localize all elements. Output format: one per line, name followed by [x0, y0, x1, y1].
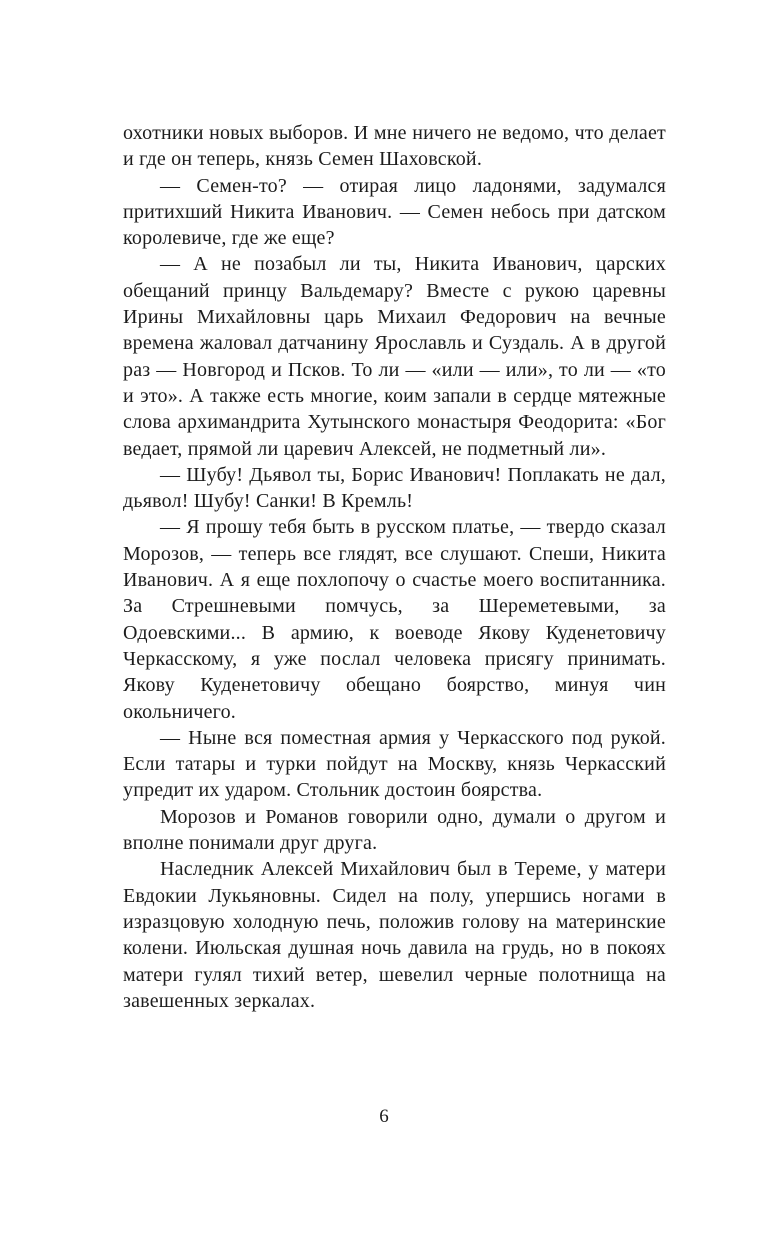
- paragraph: — Шубу! Дьявол ты, Борис Иванович! Поплакать не дал, дьявол! Шубу! Санки! В Кремль!: [123, 463, 666, 513]
- paragraph: — А не позабыл ли ты, Никита Иванович, царских обещаний принцу Вальдемару? Вместе с рукою царевны Ирины Михайловны царь Михаил Федорович на вечные времена жаловал датчанину Ярославль и Суздаль. А в другой раз — Новгород и Псков. То ли — «или — или», то ли — «то и это». А также есть многие, коим запали в сердце мятежные слова архимандрита Хутынского монастыря Феодорита: «Бог ведает, прямой ли царевич Алексей, не подметный ли».: [123, 253, 666, 460]
- paragraph: охотники новых выборов. И мне ничего не ведомо, что делает и где он теперь, князь Семен Шаховской.: [123, 122, 666, 171]
- paragraph: Морозов и Романов говорили одно, думали о другом и вполне понимали друг друга.: [123, 805, 666, 855]
- paragraph: — Семен-то? — отирая лицо ладонями, задумался притихший Никита Иванович. — Семен небось при датском королевиче, где же еще?: [123, 174, 666, 250]
- paragraph: Наследник Алексей Михайлович был в Тереме, у матери Евдокии Лукьяновны. Сидел на полу, упершись ногами в изразцовую холодную печь, положив голову на материнские колени. Июльская душная ночь давила на грудь, но в покоях матери гулял тихий ветер, шевелил черные полотнища на завешенных зеркалах.: [123, 858, 666, 1012]
- text-block: [123, 120, 666, 1014]
- paragraph: — Ныне вся поместная армия у Черкасского под рукой. Если татары и турки пойдут на Москву, князь Черкасский упредит их ударом. Стольник достоин боярства.: [123, 726, 666, 802]
- paragraph: — Я прошу тебя быть в русском платье, — твердо сказал Морозов, — теперь все глядят, все слушают. Спеши, Никита Иванович. А я еще похлопочу о счастье моего воспитанника. За Стрешневыми помчусь, за Шереметевыми, за Одоевскими... В армию, к воеводе Якову Куденетовичу Черкасскому, я уже послал человека присягу принимать. Якову Куденетовичу обещано боярство, минуя чин окольничего.: [123, 516, 666, 723]
- page-number: 6: [379, 1106, 389, 1127]
